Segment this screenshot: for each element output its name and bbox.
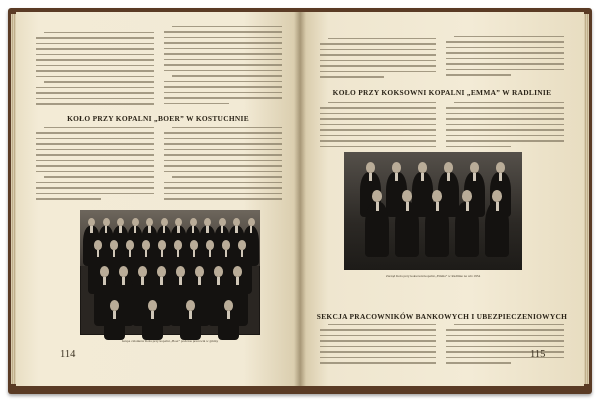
text-line [164,132,282,133]
text-line [320,346,436,347]
text-line [446,47,564,48]
text-line [44,127,154,128]
text-line [164,86,282,87]
text-line [320,357,436,358]
text-line [36,138,154,139]
text-line [36,143,154,144]
left-page [16,12,300,386]
text-line [320,60,436,61]
text-line [36,43,154,44]
text-line [320,124,436,125]
text-line [446,357,564,358]
text-line [164,81,282,82]
text-line [446,118,564,119]
text-line [36,92,154,93]
text-line [36,103,154,104]
text-line [320,76,384,77]
text-line [36,87,154,88]
text-line [44,32,154,33]
group-photo-emma [344,152,522,270]
text-line [36,48,154,49]
text-line [164,193,282,194]
text-line [164,92,282,93]
text-line [36,132,154,133]
text-line [446,329,564,330]
text-line [36,165,154,166]
right-text-column-1-top [320,38,436,82]
text-line [164,165,282,166]
text-line [320,107,436,108]
text-line [328,38,436,39]
text-line [36,154,154,155]
text-line [44,176,154,177]
left-section-heading: KOŁO PRZY KOPALNI „BOER” W KOSTUCHNIE [67,114,249,123]
text-line [446,351,564,352]
text-line [164,31,282,32]
text-line [36,182,154,183]
text-line [320,54,436,55]
right-text-column-2-top [446,36,564,80]
text-line [446,107,564,108]
text-line [446,135,564,136]
text-line [320,65,436,66]
text-line [36,37,154,38]
text-line [320,362,436,363]
text-line [164,154,282,155]
text-line [446,362,511,363]
text-line [164,149,282,150]
text-line [36,171,154,172]
right-text-column-1-mid [320,102,436,151]
text-line [328,102,436,103]
text-line [446,140,564,141]
text-line [172,26,282,27]
text-line [320,113,436,114]
text-line [320,49,436,50]
text-line [320,329,436,330]
text-line [36,59,154,60]
right-text-column-1-bottom [320,324,436,368]
text-line [164,37,282,38]
text-line [328,324,436,325]
right-text-column-2-bottom [446,324,564,368]
text-line [454,102,564,103]
text-line [164,59,282,60]
right-page [300,12,584,386]
text-line [164,42,282,43]
right-bottom-heading: SEKCJA PRACOWNIKÓW BANKOWYCH I UBEZPIECZENIOWYCH [316,312,568,321]
group-photo-boer [80,210,260,335]
text-line [164,182,282,183]
text-line [36,76,154,77]
text-line [446,63,564,64]
text-line [164,171,282,172]
text-line [320,135,436,136]
text-line [320,351,436,352]
text-line [164,64,282,65]
text-line [36,193,154,194]
left-page-number: 114 [60,349,76,360]
text-line [454,324,564,325]
page-edges-right [584,14,589,384]
text-line [320,340,436,341]
text-line [320,43,436,44]
text-line [320,335,436,336]
text-line [446,124,564,125]
left-text-column-1-mid [36,127,154,204]
text-line [36,70,154,71]
text-line [320,71,436,72]
text-line [446,129,564,130]
text-line [446,52,564,53]
right-page-number: 115 [530,349,546,360]
text-line [172,127,282,128]
text-line [446,74,511,75]
text-line [320,146,436,147]
text-line [446,69,564,70]
text-line [36,160,154,161]
text-line [320,129,436,130]
text-line [446,340,564,341]
text-line [36,54,154,55]
text-line [446,58,564,59]
text-line [164,143,282,144]
text-line [164,70,282,71]
left-text-column-2-mid [164,127,282,204]
right-photo-caption: Zarząd Koła przy koksowni kopalni „Emma” w Radlinie na wiś 1934 [385,274,481,278]
text-line [446,41,564,42]
text-line [446,113,564,114]
text-line [172,176,282,177]
left-text-column-2-top [164,26,282,108]
text-line [454,36,564,37]
text-line [164,160,282,161]
text-line [446,335,564,336]
text-line [44,81,154,82]
text-line [320,140,436,141]
left-photo-caption: Grupa członków Koła przy kopalni „Boer” podczas pracowni w gminy [121,339,219,343]
text-line [164,198,282,199]
text-line [164,138,282,139]
right-section-heading: KOŁO PRZY KOKSOWNI KOPALNI „EMMA” W RADLINIE [332,88,552,97]
text-line [36,149,154,150]
text-line [172,75,282,76]
text-line [320,118,436,119]
text-line [164,97,282,98]
text-line [446,146,511,147]
right-text-column-2-mid [446,102,564,151]
text-line [164,103,229,104]
text-line [164,53,282,54]
book-gutter [294,12,306,386]
text-line [446,346,564,347]
text-line [164,187,282,188]
text-line [164,48,282,49]
text-line [36,65,154,66]
text-line [36,187,154,188]
text-line [36,98,154,99]
text-line [36,198,101,199]
left-text-column-1-top [36,32,154,109]
